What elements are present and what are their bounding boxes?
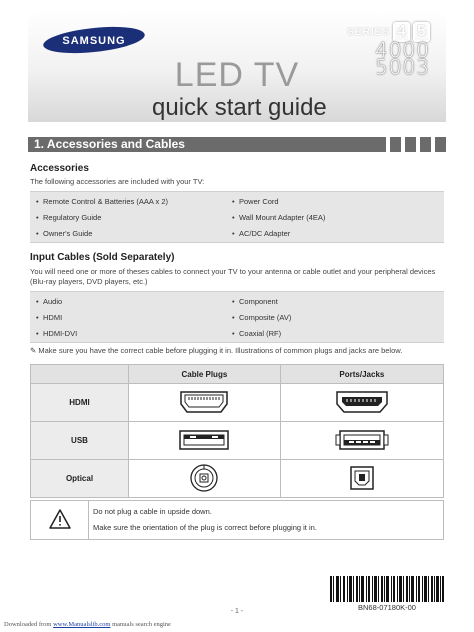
note-icon: ✎ <box>30 346 37 355</box>
header-banner <box>28 10 446 122</box>
caution-icon-cell <box>31 501 89 539</box>
caution-line-2: Make sure the orientation of the plug is correct before plugging it in. <box>93 523 317 532</box>
hdmi-plug-icon <box>179 390 229 414</box>
row-header-optical: Optical <box>31 460 129 498</box>
column-header-cable-plugs: Cable Plugs <box>129 365 281 384</box>
footer-suffix: manuals search engine <box>112 621 171 628</box>
section-decor-block <box>390 137 401 152</box>
model-4000: 4000 <box>375 38 430 62</box>
usb-plug-icon <box>178 429 230 451</box>
list-item: • Remote Control & Batteries (AAA x 2) <box>36 194 168 210</box>
hdmi-plug-cell <box>129 384 281 422</box>
section-decor-block <box>420 137 431 152</box>
warning-icon <box>31 501 89 539</box>
barcode-number: BN68-07180K-00 <box>358 603 416 612</box>
series-number-4: 4 <box>393 22 410 42</box>
caution-box <box>30 500 444 540</box>
section-title: 1. Accessories and Cables <box>28 137 386 152</box>
section-decor-block <box>405 137 416 152</box>
input-cables-description: You will need one or more of theses cables to connect your TV to your antenna or cable outlet and your peripheral devices (Blu-ray players, DVD players, etc.) <box>30 267 436 286</box>
table-row <box>31 384 444 422</box>
section-header <box>28 137 446 152</box>
series-number-5: 5 <box>413 22 430 42</box>
list-item: • HDMI-DVI <box>36 326 77 342</box>
hdmi-port-icon <box>335 390 389 414</box>
optical-plug-icon <box>189 463 219 493</box>
page-number: - 1 - <box>230 608 244 615</box>
optical-port-cell <box>280 460 443 498</box>
column-header-ports-jacks: Ports/Jacks <box>280 365 443 384</box>
input-cables-heading: Input Cables (Sold Separately) <box>30 252 175 263</box>
section-decor-block <box>435 137 446 152</box>
list-item: • Composite (AV) <box>232 310 291 326</box>
optical-plug-cell <box>129 460 281 498</box>
page-title: LED TV <box>174 56 300 94</box>
row-header-usb: USB <box>31 422 129 460</box>
usb-plug-cell <box>129 422 281 460</box>
accessories-heading: Accessories <box>30 163 89 174</box>
accessories-list <box>30 191 444 243</box>
series-label: SERIES <box>346 26 390 38</box>
cable-table <box>30 364 444 498</box>
samsung-logo <box>42 26 146 54</box>
input-cables-list <box>30 291 444 343</box>
list-item: • Audio <box>36 294 77 310</box>
usb-port-icon <box>334 428 390 452</box>
list-item: • Component <box>232 294 291 310</box>
list-item: • HDMI <box>36 310 77 326</box>
list-item: • Regulatory Guide <box>36 210 168 226</box>
model-5003: 5003 <box>375 55 430 79</box>
list-item: • Power Cord <box>232 194 325 210</box>
list-item: • Owner's Guide <box>36 226 168 242</box>
usb-port-cell <box>280 422 443 460</box>
list-item: • Coaxial (RF) <box>232 326 291 342</box>
note-text: ✎ Make sure you have the correct cable before plugging it in. Illustrations of common plugs and jacks are below. <box>30 346 403 355</box>
optical-port-icon <box>349 465 375 491</box>
manualslib-link[interactable]: www.Manualslib.com <box>53 621 111 628</box>
footer-prefix: Downloaded from <box>4 621 52 628</box>
list-item: • Wall Mount Adapter (4EA) <box>232 210 325 226</box>
page-subtitle: quick start guide <box>152 94 327 121</box>
caution-line-1: Do not plug a cable in upside down. <box>93 507 212 516</box>
list-item: • AC/DC Adapter <box>232 226 325 242</box>
accessories-description: The following accessories are included with your TV: <box>30 177 205 186</box>
barcode-image <box>330 576 444 602</box>
row-header-hdmi: HDMI <box>31 384 129 422</box>
footer <box>4 621 171 628</box>
brand-text: SAMSUNG <box>62 35 126 47</box>
table-row <box>31 460 444 498</box>
table-corner <box>31 365 129 384</box>
hdmi-port-cell <box>280 384 443 422</box>
table-row <box>31 422 444 460</box>
